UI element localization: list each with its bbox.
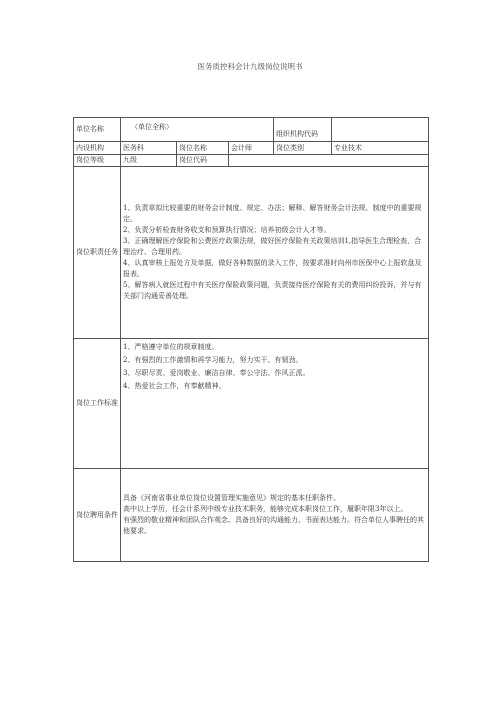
standard-item: 3、尽职尽责、爱岗敬业、廉洁自律、奉公守法、作风正派。: [123, 369, 310, 377]
post-code-label: 岗位代码: [177, 155, 229, 167]
requirements-label: 岗位聘用条件: [74, 469, 121, 562]
standard-item: 4、热爱社会工作，有奉献精神。: [123, 382, 226, 390]
grade-label: 岗位等级: [74, 155, 121, 167]
standards-label: 岗位工作标准: [74, 339, 121, 469]
post-type-value: 专业技术: [332, 142, 429, 155]
requirement-item: 具备《河南省事业单位岗位设置管理实施意见》规定的基本任职条件。: [123, 494, 340, 502]
requirement-item: 高中以上学历，任会计系列中级专业技术职务，能够完成本职岗位工作，履职年限3年以上。: [123, 505, 408, 513]
row-requirements: [74, 469, 429, 562]
duties-content: [121, 167, 429, 339]
standards-content: [121, 339, 429, 469]
requirements-content: [121, 469, 429, 562]
duty-item: 1、负责草拟比较重要的财务会计制度、规定、办法；解释、解答财务会计法规、制度中的重要规定。: [123, 204, 422, 223]
org-code-value: [332, 118, 429, 142]
standard-item: 1、严格遵守单位的规章制度。: [123, 343, 219, 351]
duties-label: 岗位职责任务: [74, 167, 121, 339]
duty-item: 4、认真审核上报处方及单据，做好各种数据的录入工作，按要求准时向州市医保中心上报软盘及报表。: [123, 259, 422, 278]
duty-item: 3、正确理解医疗保险和公费医疗政策法规，做好医疗保险有关政策培训1,指导医生合理检查、合理治疗、合理用药。: [123, 237, 422, 256]
post-code-value: [229, 155, 429, 167]
post-name-value: 会计师: [229, 142, 274, 155]
row-grade: [74, 155, 429, 167]
row-duties: [74, 167, 429, 339]
grade-value: 九级: [121, 155, 177, 167]
department-label: 内设机构: [74, 142, 121, 155]
requirement-item: 有强烈的敬业精神和团队合作观念。具备良好的沟通能力、书面表达能力。符合单位人事聘任的其他要求。: [123, 516, 424, 535]
document-title: 医务质控科会计九级岗位说明书: [197, 62, 303, 71]
duty-item: 2、负责分析检查财务收支和预算执行情况；培养初级会计人才等。: [123, 226, 331, 234]
row-standards: [74, 339, 429, 469]
duty-item: 5、解答病人就医过程中有关医疗保险政策问题，负责接待医疗保险有关的费用纠纷投诉，并与有关部门沟通妥善处理。: [123, 281, 422, 300]
department-value: 医务科: [121, 142, 177, 155]
job-description-table: [73, 117, 429, 562]
row-department: [74, 142, 429, 155]
standard-item: 2、有强烈的工作激情和再学习能力，努力实干、有韧劲。: [123, 356, 303, 364]
org-code-label: 组织机构代码: [274, 118, 332, 142]
row-unit: [74, 118, 429, 142]
post-type-label: 岗位类别: [274, 142, 332, 155]
unit-name-value: （单位全称）: [121, 118, 274, 142]
post-name-label: 岗位名称: [177, 142, 229, 155]
unit-name-label: 单位名称: [74, 118, 121, 142]
